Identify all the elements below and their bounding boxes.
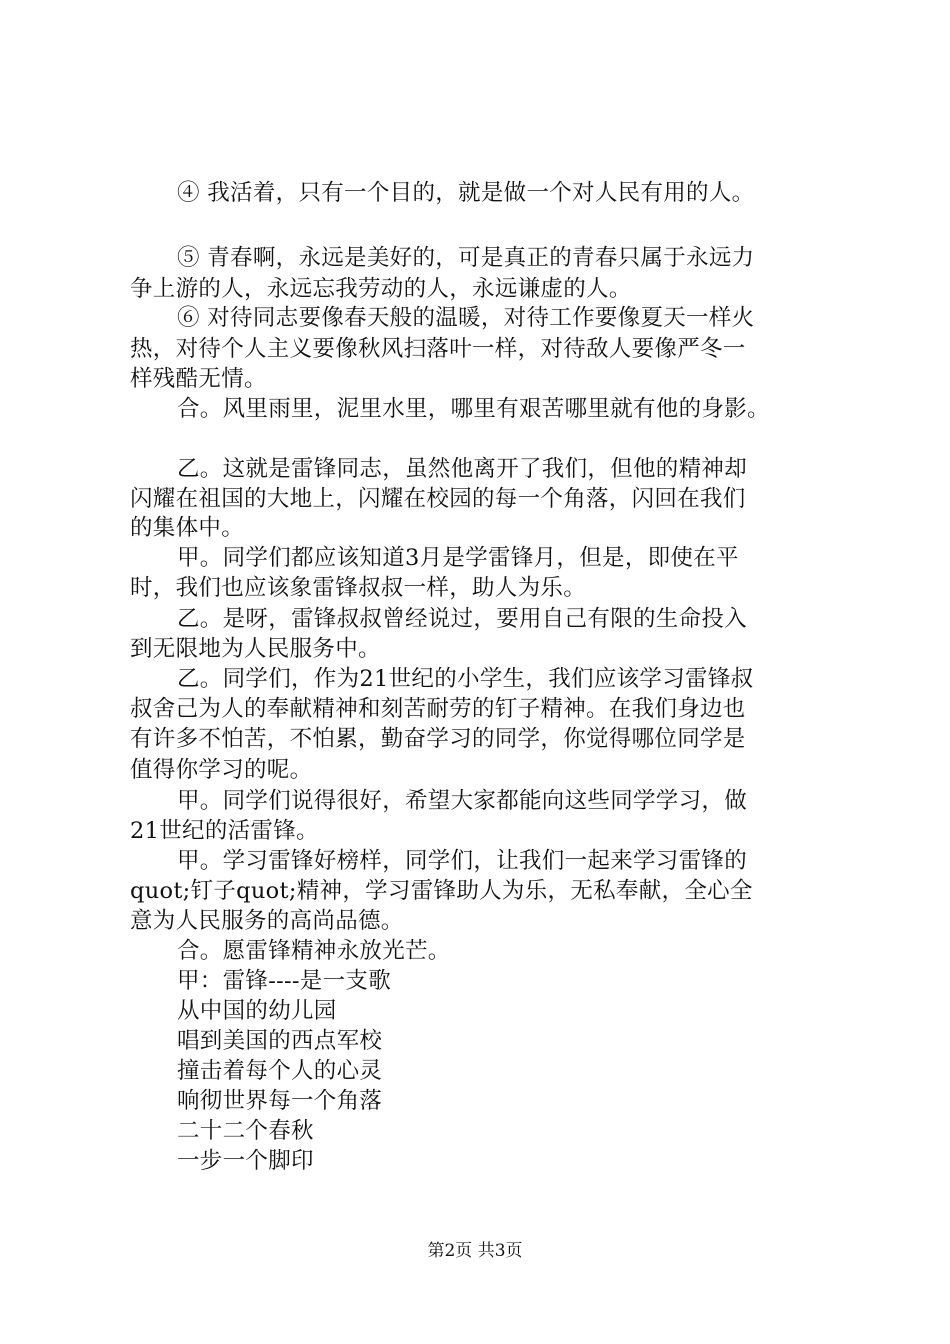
paragraph-line: 21世纪的活雷锋。 [130,818,319,844]
paragraph-line: 时，我们也应该象雷锋叔叔一样，助人为乐。 [130,575,587,601]
paragraph-line: ④ 我活着，只有一个目的，就是做一个对人民有用的人。 [177,180,755,206]
paragraph-line: 争上游的人，永远忘我劳动的人，永远谦虚的人。 [130,276,632,302]
poem-line: 一步一个脚印 [177,1148,314,1174]
paragraph-line: ⑥ 对待同志要像春天般的温暖，对待工作要像夏天一样火 [177,305,755,331]
page-number-footer: 第2页 共3页 [427,1241,523,1261]
paragraph-line: 叔舍己为人的奉献精神和刻苦耐劳的钉子精神。在我们身边也 [130,696,746,722]
paragraph-line: 样残酷无情。 [130,366,267,392]
poem-line: 从中国的幼儿园 [177,998,337,1024]
paragraph-line: 甲。同学们都应该知道3月是学雷锋月，但是，即使在平 [177,545,739,571]
paragraph-line: 乙。同学们，作为21世纪的小学生，我们应该学习雷锋叔 [177,666,754,692]
paragraph-line: 热，对待个人主义要像秋风扫落叶一样，对待敌人要像严冬一 [130,336,746,362]
poem-line: 甲：雷锋----是一支歌 [177,968,392,994]
poem-line: 二十二个春秋 [177,1118,314,1144]
paragraph-line: 甲。学习雷锋好榜样，同学们，让我们一起来学习雷锋的 [177,848,748,874]
poem-line: 撞击着每个人的心灵 [177,1058,383,1084]
paragraph-line: 有许多不怕苦，不怕累，勤奋学习的同学，你觉得哪位同学是 [130,726,746,752]
paragraph-line: 乙。这就是雷锋同志，虽然他离开了我们，但他的精神却 [177,456,748,482]
paragraph-line: quot;钉子quot;精神，学习雷锋助人为乐，无私奉献，全心全 [130,878,753,904]
paragraph-line: 意为人民服务的高尚品德。 [130,908,404,934]
poem-line: 响彻世界每一个角落 [177,1088,383,1114]
paragraph-line: 值得你学习的呢。 [130,757,313,783]
paragraph-line: 的集体中。 [130,515,245,541]
paragraph-line: 乙。是呀，雷锋叔叔曾经说过，要用自己有限的生命投入 [177,606,748,632]
paragraph-line: 甲。同学们说得很好，希望大家都能向这些同学学习，做 [177,788,748,814]
paragraph-line: 闪耀在祖国的大地上，闪耀在校园的每一个角落，闪回在我们 [130,486,746,512]
paragraph-line: ⑤ 青春啊，永远是美好的，可是真正的青春只属于永远力 [177,245,755,271]
paragraph-line: 合。风里雨里，泥里水里，哪里有艰苦哪里就有他的身影。 [177,396,770,422]
paragraph-line: 合。愿雷锋精神永放光芒。 [177,938,451,964]
paragraph-line: 到无限地为人民服务中。 [130,636,381,662]
poem-line: 唱到美国的西点军校 [177,1028,383,1054]
